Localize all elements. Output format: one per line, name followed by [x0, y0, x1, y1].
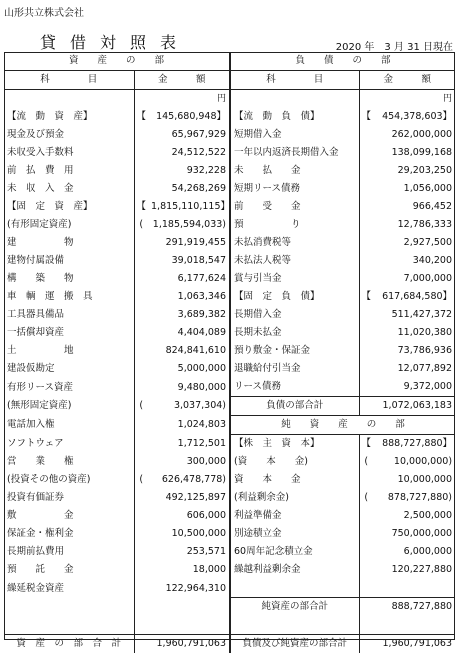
asset-item-amount: 65,967,929: [148, 126, 230, 144]
liability-item-label: 【固 定 負 債】: [230, 288, 359, 306]
asset-item-label: 前 払 費 用: [4, 162, 134, 180]
asset-item-amount: 606,000: [148, 507, 230, 525]
liability-item-amount: 7,000,000: [373, 270, 455, 288]
liability-item-label: 長期借入金: [230, 306, 359, 324]
asset-item-amount: 1,063,346: [148, 288, 230, 306]
grand-total-amount: 1,960,791,063: [373, 635, 455, 653]
blank-cell: [359, 397, 373, 416]
blank-cell: [134, 561, 148, 579]
asset-bracket: (: [134, 216, 148, 234]
asset-item-label: 未収受入手数料: [4, 144, 134, 162]
blank-cell: [134, 453, 148, 471]
liabilities-total-label: 負債の部合計: [230, 397, 359, 416]
net-assets-total-amount: 888,727,880: [373, 598, 455, 617]
bracket: 【: [359, 108, 373, 126]
blank-cell: [230, 90, 359, 109]
liability-item-amount: 454,378,603】: [373, 108, 455, 126]
net-asset-item-amount: 2,500,000: [373, 507, 455, 525]
blank-cell: [359, 635, 373, 653]
liability-item-amount: 9,372,000: [373, 378, 455, 397]
asset-item-amount: 5,000,000: [148, 360, 230, 378]
blank-cell: [134, 489, 148, 507]
blank-cell: [134, 126, 148, 144]
net-asset-item-amount: 10,000,000): [373, 453, 455, 471]
liability-item-label: 一年以内返済長期借入金: [230, 144, 359, 162]
net-asset-item-label: 利益準備金: [230, 507, 359, 525]
blank-cell: [134, 525, 148, 543]
asset-item-amount: 10,500,000: [148, 525, 230, 543]
blank-cell: [373, 616, 455, 635]
liability-item-label: 預り敷金・保証金: [230, 342, 359, 360]
blank-cell: [134, 616, 148, 635]
net-asset-item-label: (資 本 金): [230, 453, 359, 471]
liability-item-label: 前 受 金: [230, 198, 359, 216]
asset-item-label: 建設仮勘定: [4, 360, 134, 378]
blank-cell: [134, 306, 148, 324]
asset-item-label: 長期前払費用: [4, 543, 134, 561]
blank-cell: [4, 598, 134, 617]
asset-item-label: 車 輌 運 搬 具: [4, 288, 134, 306]
blank-cell: [134, 543, 148, 561]
asset-item-label: 構 築 物: [4, 270, 134, 288]
asset-item-label: (投資その他の資産): [4, 471, 134, 489]
blank-cell: [134, 162, 148, 180]
asset-item-label: 敷 金: [4, 507, 134, 525]
blank-cell: [134, 324, 148, 342]
asset-bracket: (: [134, 471, 148, 489]
asset-item-label: 建 物: [4, 234, 134, 252]
liability-item-amount: 617,684,580】: [373, 288, 455, 306]
net-asset-item-label: 繰越利益剰余金: [230, 561, 359, 579]
blank-cell: [134, 270, 148, 288]
blank-cell: [148, 598, 230, 617]
liability-item-amount: 1,056,000: [373, 180, 455, 198]
blank-cell: [134, 342, 148, 360]
asset-item-label: 工具器具備品: [4, 306, 134, 324]
blank-cell: [359, 378, 373, 397]
net-asset-item-amount: 120,227,880: [373, 561, 455, 579]
asset-item-label: 預 託 金: [4, 561, 134, 579]
liabilities-section-header: 負 債 の 部: [230, 52, 455, 71]
blank-cell: [359, 598, 373, 617]
liability-item-amount: 12,786,333: [373, 216, 455, 234]
liability-item-label: 退職給付引当金: [230, 360, 359, 378]
blank-cell: [134, 252, 148, 270]
bracket: 【: [359, 288, 373, 306]
blank-cell: [148, 616, 230, 635]
asset-item-label: 未 収 入 金: [4, 180, 134, 198]
asset-item-amount: 626,478,778): [148, 471, 230, 489]
net-asset-item-amount: 888,727,880】: [373, 435, 455, 454]
blank-cell: [134, 360, 148, 378]
blank-cell: [134, 180, 148, 198]
liability-item-label: リース債務: [230, 378, 359, 397]
liability-item-label: 未払法人税等: [230, 252, 359, 270]
blank-cell: [359, 234, 373, 252]
blank-cell: [359, 216, 373, 234]
net-asset-item-label: 資 本 金: [230, 471, 359, 489]
asset-item-amount: 6,177,624: [148, 270, 230, 288]
blank-cell: [359, 471, 373, 489]
bracket: (: [359, 453, 373, 471]
blank-cell: [359, 126, 373, 144]
assets-amount-column-header: 金 額: [134, 71, 230, 90]
asset-bracket: 【: [134, 198, 148, 216]
blank-cell: [134, 378, 148, 397]
liability-item-amount: 340,200: [373, 252, 455, 270]
asset-item-label: 一括償却資産: [4, 324, 134, 342]
net-asset-item-label: (利益剰余金): [230, 489, 359, 507]
liability-item-amount: 511,427,372: [373, 306, 455, 324]
blank-cell: [230, 616, 359, 635]
liability-item-label: 預 り: [230, 216, 359, 234]
blank-cell: [373, 579, 455, 598]
liabilities-amount-column-header: 金 額: [359, 71, 455, 90]
blank-cell: [134, 635, 148, 653]
net-asset-item-label: 別途積立金: [230, 525, 359, 543]
liabilities-total-amount: 1,072,063,183: [373, 397, 455, 416]
liability-item-amount: 12,077,892: [373, 360, 455, 378]
bracket: 【: [359, 435, 373, 454]
liability-item-label: 【流 動 負 債】: [230, 108, 359, 126]
asset-item-amount: 4,404,089: [148, 324, 230, 342]
asset-item-amount: 291,919,455: [148, 234, 230, 252]
blank-cell: [4, 90, 134, 109]
asset-item-amount: 3,689,382: [148, 306, 230, 324]
blank-cell: [134, 234, 148, 252]
asset-bracket: (: [134, 397, 148, 416]
asset-item-label: 投資有価証券: [4, 489, 134, 507]
liability-item-label: 短期リース債務: [230, 180, 359, 198]
grand-total-label: 負債及び純資産の部合計: [230, 635, 359, 653]
blank-cell: [359, 543, 373, 561]
asset-item-label: 土 地: [4, 342, 134, 360]
asset-item-amount: 932,228: [148, 162, 230, 180]
balance-sheet-table: [4, 52, 455, 653]
asset-item-label: (無形固定資産): [4, 397, 134, 416]
blank-cell: [4, 616, 134, 635]
asset-item-label: 有形リース資産: [4, 378, 134, 397]
blank-cell: [359, 198, 373, 216]
blank-cell: [359, 342, 373, 360]
asset-item-label: (有形固定資産): [4, 216, 134, 234]
as-of-date: 2020 年 3 月 31 日現在: [336, 38, 453, 53]
liability-item-amount: 138,099,168: [373, 144, 455, 162]
asset-item-amount: 824,841,610: [148, 342, 230, 360]
blank-cell: [359, 561, 373, 579]
asset-item-amount: 1,815,110,115】: [148, 198, 230, 216]
asset-item-amount: 1,024,803: [148, 416, 230, 435]
liability-item-amount: 966,452: [373, 198, 455, 216]
liability-item-label: 長期未払金: [230, 324, 359, 342]
asset-item-label: 【流 動 資 産】: [4, 108, 134, 126]
assets-unit-label: 円: [134, 90, 230, 109]
asset-item-amount: 3,037,304): [148, 397, 230, 416]
blank-cell: [359, 180, 373, 198]
blank-cell: [359, 360, 373, 378]
blank-cell: [134, 598, 148, 617]
asset-item-amount: 9,480,000: [148, 378, 230, 397]
asset-item-label: 現金及び預金: [4, 126, 134, 144]
liability-item-label: 未払消費税等: [230, 234, 359, 252]
blank-cell: [359, 616, 373, 635]
asset-item-amount: 54,268,269: [148, 180, 230, 198]
liability-item-label: 賞与引当金: [230, 270, 359, 288]
net-asset-item-amount: 750,000,000: [373, 525, 455, 543]
liability-item-amount: 73,786,936: [373, 342, 455, 360]
asset-item-amount: 122,964,310: [148, 579, 230, 598]
blank-cell: [134, 288, 148, 306]
net-asset-item-label: 【株 主 資 本】: [230, 435, 359, 454]
blank-cell: [359, 507, 373, 525]
asset-item-amount: 1,185,594,033): [148, 216, 230, 234]
asset-item-amount: 39,018,547: [148, 252, 230, 270]
blank-cell: [359, 162, 373, 180]
company-name: 山形共立株式会社: [4, 4, 84, 19]
net-assets-section-header: 純 資 産 の 部: [230, 416, 455, 435]
asset-item-label: 【固 定 資 産】: [4, 198, 134, 216]
liability-item-amount: 262,000,000: [373, 126, 455, 144]
asset-item-amount: 1,712,501: [148, 435, 230, 454]
blank-cell: [134, 579, 148, 598]
blank-cell: [134, 144, 148, 162]
asset-item-label: 建物付属設備: [4, 252, 134, 270]
liabilities-unit-label: 円: [359, 90, 455, 109]
liability-item-amount: 11,020,380: [373, 324, 455, 342]
blank-cell: [359, 525, 373, 543]
net-asset-item-amount: 10,000,000: [373, 471, 455, 489]
bracket: (: [359, 489, 373, 507]
blank-cell: [359, 252, 373, 270]
blank-cell: [359, 144, 373, 162]
liability-item-amount: 2,927,500: [373, 234, 455, 252]
asset-item-amount: 24,512,522: [148, 144, 230, 162]
asset-item-amount: 253,571: [148, 543, 230, 561]
assets-total-amount: 1,960,791,063: [148, 635, 230, 653]
liability-item-label: 短期借入金: [230, 126, 359, 144]
blank-cell: [134, 435, 148, 454]
blank-cell: [359, 579, 373, 598]
asset-item-label: 保証金・権利金: [4, 525, 134, 543]
net-assets-total-label: 純資産の部合計: [230, 598, 359, 617]
blank-cell: [230, 579, 359, 598]
asset-item-amount: 18,000: [148, 561, 230, 579]
net-asset-item-label: 60周年記念積立金: [230, 543, 359, 561]
blank-cell: [134, 416, 148, 435]
net-asset-item-amount: 6,000,000: [373, 543, 455, 561]
asset-item-label: 電話加入権: [4, 416, 134, 435]
asset-item-amount: 300,000: [148, 453, 230, 471]
asset-item-label: 繰延税金資産: [4, 579, 134, 598]
asset-item-amount: 145,680,948】: [148, 108, 230, 126]
blank-cell: [359, 270, 373, 288]
asset-item-label: 営 業 権: [4, 453, 134, 471]
blank-cell: [359, 324, 373, 342]
assets-section-header: 資 産 の 部: [4, 52, 230, 71]
asset-item-label: ソフトウェア: [4, 435, 134, 454]
asset-item-amount: 492,125,897: [148, 489, 230, 507]
liability-item-label: 未 払 金: [230, 162, 359, 180]
document-title: 貸借対照表: [0, 30, 230, 53]
blank-cell: [134, 507, 148, 525]
liabilities-item-column-header: 科 目: [230, 71, 359, 90]
assets-item-column-header: 科 目: [4, 71, 134, 90]
liability-item-amount: 29,203,250: [373, 162, 455, 180]
blank-cell: [359, 306, 373, 324]
assets-total-label: 資 産 の 部 合 計: [4, 635, 134, 653]
asset-bracket: 【: [134, 108, 148, 126]
net-asset-item-amount: 878,727,880): [373, 489, 455, 507]
